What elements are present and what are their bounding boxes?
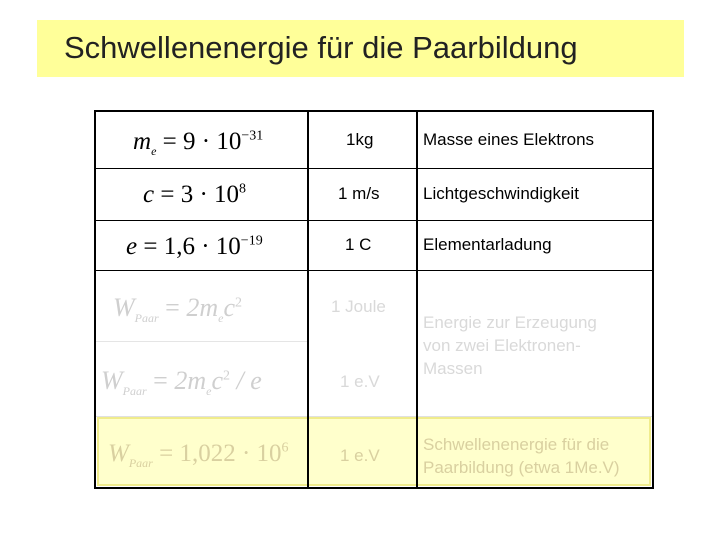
formula-electron-mass: $m_e = 9 \cdot 10^{-31}$ bbox=[133, 128, 264, 158]
row-divider bbox=[96, 270, 652, 271]
formula-threshold-energy: $W_{Paar} = 1,022 \cdot 10^6$ bbox=[108, 440, 289, 470]
formula-pair-energy: $W_{Paar} = 2m_ec^2$ bbox=[113, 293, 242, 326]
description-cell: Schwellenenergie für die Paarbildung (etwa 1Me.V) bbox=[423, 435, 620, 477]
value-cell: 1 C bbox=[345, 235, 372, 254]
description-cell: Energie zur Erzeugung von zwei Elektronen-Massen bbox=[423, 313, 597, 378]
column-divider bbox=[416, 112, 418, 487]
row-divider bbox=[96, 416, 652, 417]
description-cell: Elementarladung bbox=[423, 235, 552, 254]
formula-speed-of-light: $c = 3 \cdot 10^8$ bbox=[143, 181, 247, 208]
value-cell: 1 e.V bbox=[340, 446, 380, 465]
description-cell: Masse eines Elektrons bbox=[423, 130, 595, 149]
column-divider bbox=[307, 112, 309, 487]
value-cell: 1kg bbox=[346, 130, 374, 149]
description-cell: Lichtgeschwindigkeit bbox=[423, 184, 579, 203]
value-cell: 1 m/s bbox=[338, 184, 380, 203]
value-cell: 1 e.V bbox=[340, 372, 380, 391]
formula-pair-energy-ev: $W_{Paar} = 2m_ec^2 / e$ bbox=[101, 366, 262, 399]
value-cell: 1 Joule bbox=[331, 297, 386, 316]
page-title: Schwellenenergie für die Paarbildung bbox=[64, 30, 578, 65]
formula-elementary-charge: $e = 1,6 \cdot 10^{-19}$ bbox=[126, 233, 263, 260]
row-divider bbox=[96, 341, 308, 342]
row-divider bbox=[96, 220, 652, 221]
row-divider bbox=[96, 168, 652, 169]
